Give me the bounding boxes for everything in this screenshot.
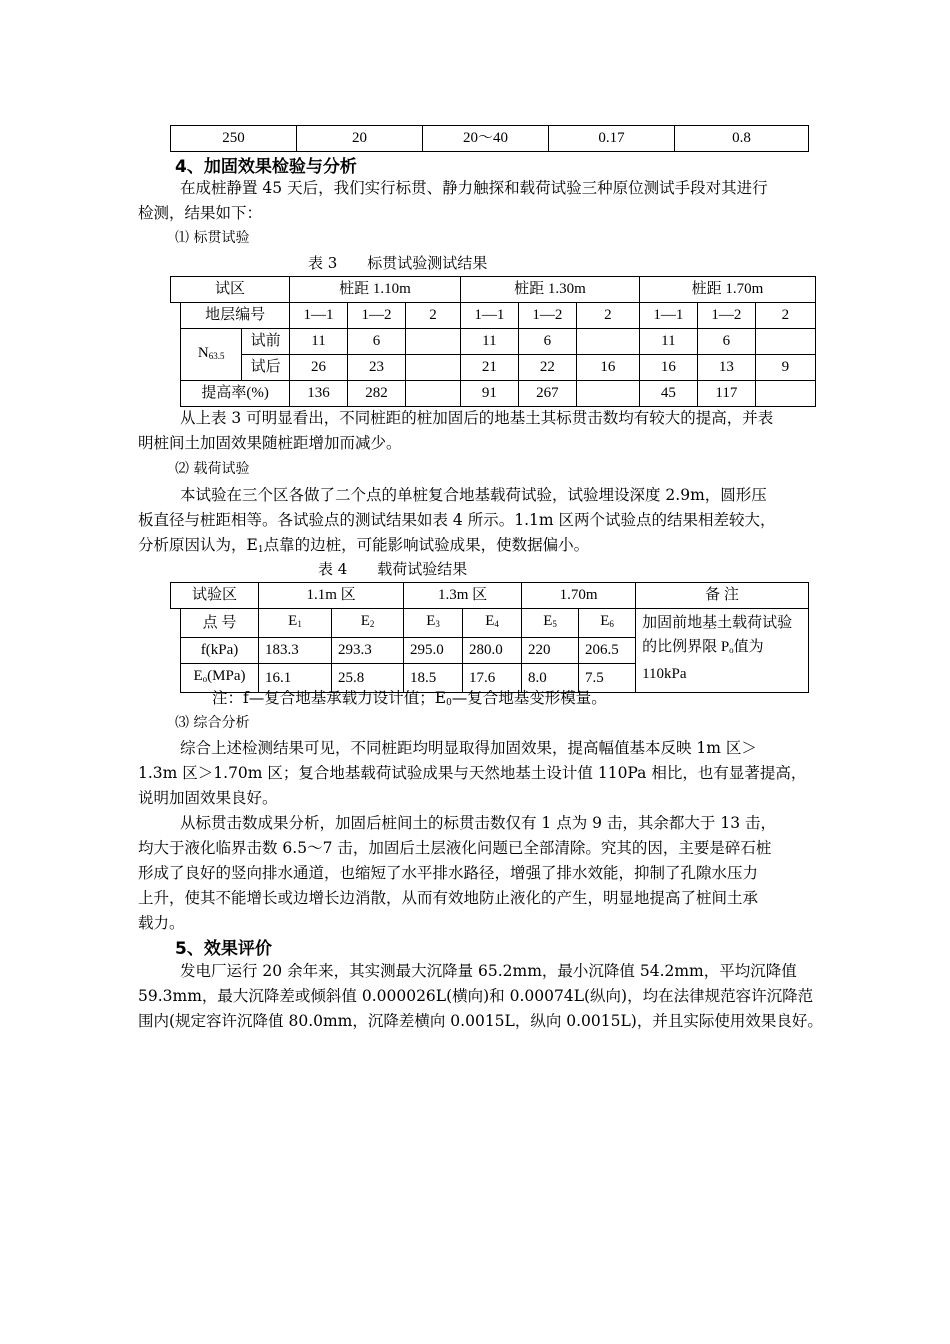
table-cell: 7.5 (579, 664, 636, 693)
table-4 (170, 582, 809, 693)
table-cell: 2 (755, 303, 815, 329)
point-name: E (360, 613, 370, 629)
table-cell: 6 (518, 329, 576, 355)
table-cell: 16.1 (259, 664, 332, 693)
table-cell: 293.3 (332, 638, 404, 664)
table-indent-spacer (171, 303, 181, 407)
table-cell: 11 (460, 329, 518, 355)
label-text: E (193, 668, 203, 684)
table-cell: 2 (576, 303, 639, 329)
table-row-label: 点 号 (181, 609, 259, 638)
table-row (171, 303, 816, 329)
text-run: 点靠的边桩，可能影响试验成果，使数据偏小。 (263, 536, 590, 554)
point-name: E (426, 613, 436, 629)
table-n-label (181, 329, 242, 381)
subscript: 1 (257, 545, 264, 555)
table-cell: 1—1 (639, 303, 697, 329)
table-cell: 0.8 (675, 126, 809, 152)
table-row (171, 583, 809, 609)
table-cell: 282 (348, 381, 406, 407)
text-run: —复合地基变形模量。 (451, 689, 607, 707)
table-header-area: 试验区 (171, 583, 259, 609)
table-header-spacing-3: 桩距 1.70m (639, 277, 815, 303)
table-cell: 206.5 (579, 638, 636, 664)
paragraph-line: 在成桩静置 45 天后，我们实行标贯、静力触探和载荷试验三种原位测试手段对其进行 (180, 179, 768, 197)
table-header-zone-2: 1.3m 区 (404, 583, 522, 609)
paragraph-line: 形成了良好的竖向排水通道，也缩短了水平排水路径，增强了排水效能，抑制了孔隙水压力 (138, 864, 759, 882)
table-cell: 22 (518, 355, 576, 381)
table-cell: 1—2 (518, 303, 576, 329)
paragraph-line: 本试验在三个区各做了二个点的单桩复合地基载荷试验，试验埋设深度 2.9m，圆形压 (180, 486, 767, 504)
table-cell: 20～40 (423, 126, 549, 152)
table-cell: 45 (639, 381, 697, 407)
table-cell: 1—1 (460, 303, 518, 329)
table-cell: 1—2 (348, 303, 406, 329)
table-row-label: f(kPa) (181, 638, 259, 664)
table-cell (576, 329, 639, 355)
table-row (171, 355, 816, 381)
table-row (171, 381, 816, 407)
point-name: E (600, 613, 610, 629)
table-cell: 17.6 (463, 664, 522, 693)
paragraph-line: 说明加固效果良好。 (138, 789, 278, 807)
paragraph-line: 板直径与桩距相等。各试验点的测试结果如表 4 所示。1.1m 区两个试验点的结果相差较大， (138, 511, 776, 529)
section-4-heading: 4、加固效果检验与分析 (175, 157, 357, 177)
table-cell (404, 609, 463, 638)
point-name: E (543, 613, 553, 629)
table-cell: 26 (290, 355, 348, 381)
text-run: 注：f—复合地基承载力设计值；E (212, 689, 447, 707)
table-cell: 250 (171, 126, 297, 152)
table-cell (332, 609, 404, 638)
text-run: 分析原因认为，E (138, 536, 258, 554)
paragraph-line: 载力。 (138, 914, 185, 932)
table-4-caption: 表 4 载荷试验结果 (318, 560, 468, 578)
point-subscript: 1 (297, 619, 302, 629)
subsection-label: ⑵ 载荷试验 (175, 461, 250, 477)
table-header-note: 备 注 (636, 583, 809, 609)
table-indent-spacer (171, 609, 181, 693)
table-cell: 0.17 (549, 126, 675, 152)
table-cell: 117 (697, 381, 755, 407)
table-cell: 25.8 (332, 664, 404, 693)
point-subscript: 3 (435, 619, 440, 629)
subsection-label: ⑴ 标贯试验 (175, 230, 250, 246)
point-subscript: 5 (552, 619, 557, 629)
table-cell: 16 (576, 355, 639, 381)
table-cell (576, 381, 639, 407)
table-cell: 136 (290, 381, 348, 407)
table-header-spacing-1: 桩距 1.10m (290, 277, 461, 303)
table-cell: 220 (522, 638, 579, 664)
table-row-label: 试后 (242, 355, 290, 381)
table-cell: 6 (348, 329, 406, 355)
table-row (171, 329, 816, 355)
table-cell: 13 (697, 355, 755, 381)
n-label-subscript: 63.5 (208, 350, 225, 361)
table-cell (405, 329, 460, 355)
point-name: E (288, 613, 298, 629)
section-5-heading: 5、效果评价 (175, 939, 272, 959)
n-label-text: N (197, 344, 209, 361)
table-cell: 295.0 (404, 638, 463, 664)
table-3-caption: 表 3 标贯试验测试结果 (308, 254, 488, 272)
table-cell (755, 329, 815, 355)
subsection-label: ⑶ 综合分析 (175, 715, 250, 731)
paragraph-line: 围内(规定容许沉降值 80.0mm，沉降差横向 0.0015L，纵向 0.0015L)，并且实际使用效果良好。 (138, 1012, 823, 1030)
note-text: 加固前地基土载荷试验的比例界限 P (642, 615, 793, 655)
subscript: 0 (446, 698, 452, 708)
table-cell: 8.0 (522, 664, 579, 693)
table-row (171, 609, 809, 638)
table-4-footnote (212, 685, 607, 716)
table-cell (405, 355, 460, 381)
table-cell (522, 609, 579, 638)
table-cell: 91 (460, 381, 518, 407)
table-row (171, 277, 816, 303)
point-subscript: 4 (494, 619, 499, 629)
point-name: E (485, 613, 495, 629)
table-cell: 2 (405, 303, 460, 329)
point-subscript: 2 (369, 619, 375, 629)
point-subscript: 6 (609, 619, 614, 629)
paragraph-line: 上升，使其不能增长或边增长边消散，从而有效地防止液化的产生，明显地提高了桩间土承 (138, 889, 759, 907)
table-cell: 21 (460, 355, 518, 381)
paragraph-line: 检测，结果如下： (138, 204, 263, 222)
paragraph-line: 明桩间土加固效果随桩距增加而减少。 (138, 434, 402, 452)
table-cell: 18.5 (404, 664, 463, 693)
paragraph-line: 1.3m 区＞1.70m 区；复合地基载荷试验成果与天然地基土设计值 110Pa 相比，也有显著提高， (138, 764, 807, 782)
table-cell: 1—1 (290, 303, 348, 329)
note-text: 值为 110kPa (642, 639, 764, 682)
table-cell (259, 609, 332, 638)
paragraph-line: 发电厂运行 20 余年来，其实测最大沉降量 65.2mm，最小沉降值 54.2mm，平均沉降值 (180, 962, 797, 980)
label-subscript: o (202, 674, 208, 684)
table-header-area: 试区 (171, 277, 290, 303)
table-cell: 267 (518, 381, 576, 407)
table-cell: 1—2 (697, 303, 755, 329)
top-table-fragment (170, 125, 809, 152)
table-cell: 16 (639, 355, 697, 381)
label-text: (MPa) (207, 668, 246, 684)
paragraph-line: 均大于液化临界击数 6.5～7 击，加固后土层液化问题已全部清除。究其的因，主要是碎石桩 (138, 839, 772, 857)
table-header-layer: 地层编号 (181, 303, 290, 329)
paragraph-line: 59.3mm，最大沉降差或倾斜值 0.000026L(横向)和 0.00074L(纵向)，均在法律规范容许沉降范 (138, 987, 814, 1005)
table-cell: 23 (348, 355, 406, 381)
paragraph-line: 综合上述检测结果可见，不同桩距均明显取得加固效果，提高幅值基本反映 1m 区＞ (180, 739, 757, 757)
table-note-cell (636, 609, 809, 693)
table-cell: 6 (697, 329, 755, 355)
table-header-zone-3: 1.70m (522, 583, 636, 609)
table-cell: 183.3 (259, 638, 332, 664)
table-3 (170, 276, 816, 407)
table-header-spacing-2: 桩距 1.30m (460, 277, 639, 303)
table-cell (579, 609, 636, 638)
table-cell: 20 (297, 126, 423, 152)
paragraph-line: 从上表 3 可明显看出，不同桩距的桩加固后的地基土其标贯击数均有较大的提高，并表 (180, 409, 774, 427)
table-cell: 11 (639, 329, 697, 355)
table-row-label: 提高率(%) (181, 381, 290, 407)
table-cell: 9 (755, 355, 815, 381)
paragraph-line: 从标贯击数成果分析，加固后桩间土的标贯击数仅有 1 点为 9 击，其余都大于 13 击， (180, 814, 777, 832)
note-subscript: o (729, 645, 734, 655)
table-row (171, 126, 809, 152)
table-cell: 280.0 (463, 638, 522, 664)
table-row-label: 试前 (242, 329, 290, 355)
table-header-zone-1: 1.1m 区 (259, 583, 404, 609)
table-cell: 11 (290, 329, 348, 355)
table-cell (755, 381, 815, 407)
table-cell (405, 381, 460, 407)
table-cell (463, 609, 522, 638)
